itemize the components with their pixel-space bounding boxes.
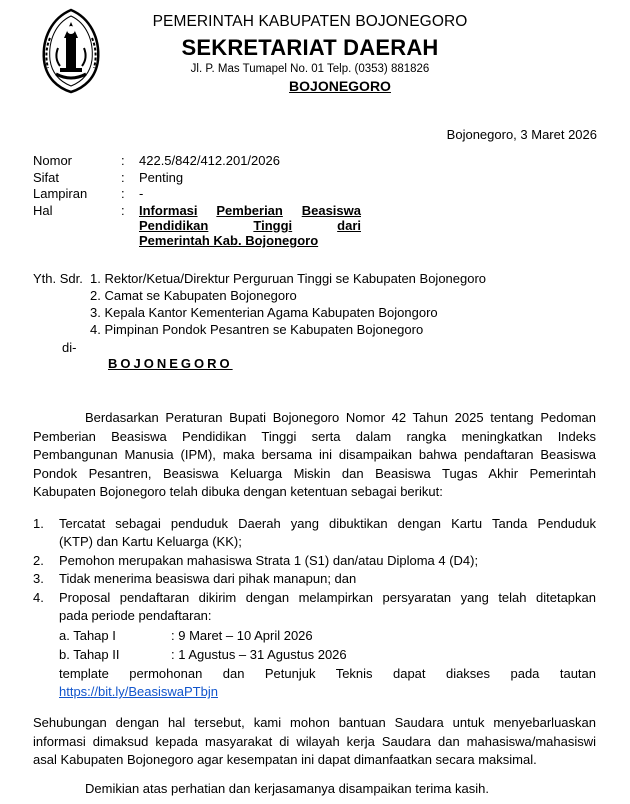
list-line: pada periode pendaftaran: [59,608,212,623]
stage-row [59,628,313,643]
sifat-value: Penting [139,170,184,185]
list-number: 1. [33,516,44,531]
hal-word: Informasi [139,203,198,218]
paragraph-line: Pemberian Beasiswa Pendidikan Tinggi serta dalam rangka meningkatkan Indeks [33,428,596,444]
recipient-3: 3. Kepala Kantor Kementerian Agama Kabupaten Bojongoro [90,305,438,320]
closing-paragraph [33,714,596,770]
list-item [33,589,596,625]
list-number: 2. [33,553,44,568]
stage-dates: : 1 Agustus – 31 Agustus 2026 [171,647,347,662]
lampiran-value: - [139,186,144,201]
template-link[interactable] [59,684,218,699]
paragraph-line: asal Kabupaten Bojonegoro agar kesempatan ini dapat dimanfaatkan secara maksimal. [33,752,537,767]
list-number: 3. [33,571,44,586]
recipient-1: 1. Rektor/Ketua/Direktur Perguruan Tinggi se Kabupaten Bojonegoro [90,271,487,286]
stage-label: a. Tahap I [59,628,116,643]
paragraph-line: informasi dimaksud kepada masyarakat di wilayah kerja Saudara dan mahasiswa/mahasiswi [33,733,596,749]
letterhead-address: Jl. P. Mas Tumapel No. 01 Telp. (0353) 881826 [190,63,430,75]
hal-word: dari [337,218,361,233]
addressee-city: BOJONEGORO [108,356,233,371]
sifat-colon: : [121,170,125,185]
list-line: (KTP) dan Kartu Keluarga (KK); [59,534,242,549]
stage-label: b. Tahap II [59,647,120,662]
template-line: template permohonan dan Petunjuk Teknis dapat diakses pada tautan [59,666,596,681]
stage-dates: : 9 Maret – 10 April 2026 [171,628,313,643]
paragraph-line: Sehubungan dengan hal tersebut, kami mohon bantuan Saudara untuk menyebarluaskan [33,715,596,730]
paragraph-line: Pondok Pesantren, Beasiswa Keluarga Miskin dan Beasiswa Tugas Akhir Pemerintah [33,465,596,481]
list-item [33,552,596,570]
hal-line-3 [139,233,361,248]
bojonegoro-emblem-icon [40,8,102,94]
paragraph-line: Pembangunan Manusia (IPM), maka bersama ini disampaikan bahwa pendaftaran Beasiswa [33,447,596,462]
letterhead-city: BOJONEGORO [289,78,391,94]
hal-colon: : [121,203,125,218]
recipient-2: 2. Camat se Kabupaten Bojonegoro [90,288,297,303]
hal-word: Pemerintah Kab. Bojonegoro [139,233,319,248]
addressee-prefix: Yth. Sdr. [33,271,83,286]
list-number: 4. [33,590,44,605]
lampiran-colon: : [121,186,125,201]
recipient-4: 4. Pimpinan Pondok Pesantren se Kabupaten Bojonegoro [90,322,424,337]
hal-word: Tinggi [253,218,293,233]
stage-row [59,647,347,662]
nomor-value: 422.5/842/412.201/2026 [139,153,280,168]
nomor-label: Nomor [33,153,73,168]
letterhead-government: PEMERINTAH KABUPATEN BOJONEGORO [152,13,468,30]
list-line: Pemohon merupakan mahasiswa Strata 1 (S1) dan/atau Diploma 4 (D4); [59,553,479,568]
hal-word: Beasiswa [301,203,361,218]
list-line: Proposal pendaftaran dikirim dengan melampirkan persyaratan yang telah ditetapkan [59,590,596,605]
list-item [33,515,596,551]
list-item [33,570,596,588]
hal-subject [139,203,361,248]
paragraph-line: Kabupaten Bojonegoro telah dibuka dengan ketentuan sebagai berikut: [33,484,443,499]
paragraph-line: Berdasarkan Peraturan Bupati Bojonegoro Nomor 42 Tahun 2025 tentang Pedoman [85,410,596,425]
intro-paragraph [33,409,596,502]
nomor-colon: : [121,153,125,168]
thanks-line: Demikian atas perhatian dan kerjasamanya disampaikan terima kasih. [85,781,489,796]
hal-line-1 [139,203,361,218]
list-line: Tidak menerima beasiswa dari pihak manapun; dan [59,571,357,586]
hal-word: Pendidikan [139,218,209,233]
letterhead-office: SEKRETARIAT DAERAH [181,35,439,60]
beasiswa-link[interactable]: https://bit.ly/BeasiswaPTbjn [59,684,218,699]
list-line: Tercatat sebagai penduduk Daerah yang dibuktikan dengan Kartu Tanda Penduduk [59,516,596,531]
lampiran-label: Lampiran [33,186,88,201]
sifat-label: Sifat [33,170,60,185]
letter-date: Bojonegoro, 3 Maret 2026 [446,127,597,142]
addressee-di: di- [62,340,77,355]
hal-word: Pemberian [216,203,283,218]
hal-label: Hal [33,203,53,218]
hal-line-2 [139,218,361,233]
